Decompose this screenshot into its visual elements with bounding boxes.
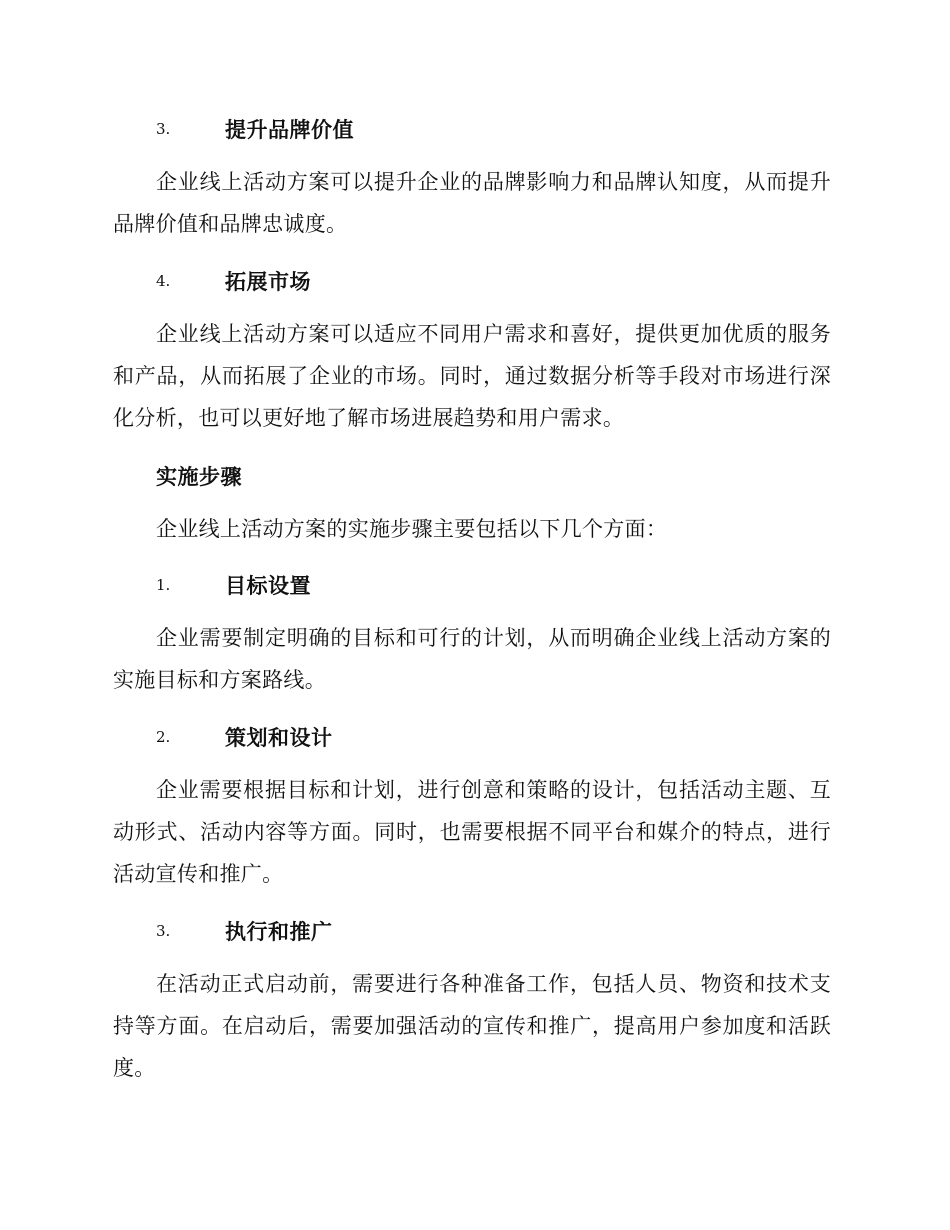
implementation-title: 实施步骤 (156, 465, 242, 489)
implementation-intro: 企业线上活动方案的实施步骤主要包括以下几个方面： (156, 517, 668, 541)
section-paragraph: 企业线上活动方案可以提升企业的品牌影响力和品牌认知度，从而提升品牌价值和品牌忠诚度。 (113, 170, 831, 236)
section-heading (0, 266, 950, 296)
step-number: 3. (156, 922, 171, 940)
step-title: 执行和推广 (225, 920, 333, 944)
step-title: 目标设置 (225, 574, 311, 598)
section-heading (0, 114, 950, 144)
step-paragraph: 企业需要制定明确的目标和可行的计划，从而明确企业线上活动方案的实施目标和方案路线。 (113, 626, 831, 692)
step-paragraph: 企业需要根据目标和计划，进行创意和策略的设计，包括活动主题、互动形式、活动内容等方面。同时，也需要根据不同平台和媒介的特点，进行活动宣传和推广。 (113, 778, 831, 886)
step-heading (0, 570, 950, 600)
step-number: 1. (156, 576, 171, 594)
step-number: 2. (156, 728, 171, 746)
section-number: 3. (156, 120, 171, 138)
step-title: 策划和设计 (225, 726, 333, 750)
section-paragraph: 企业线上活动方案可以适应不同用户需求和喜好，提供更加优质的服务和产品，从而拓展了企业的市场。同时，通过数据分析等手段对市场进行深化分析，也可以更好地了解市场进展趋势和用户需求。 (113, 322, 831, 430)
step-heading (0, 722, 950, 752)
step-heading (0, 916, 950, 946)
section-title: 提升品牌价值 (225, 118, 354, 142)
section-title: 拓展市场 (225, 270, 311, 294)
step-paragraph: 在活动正式启动前，需要进行各种准备工作，包括人员、物资和技术支持等方面。在启动后，需要加强活动的宣传和推广，提高用户参加度和活跃度。 (113, 972, 831, 1080)
section-number: 4. (156, 272, 171, 290)
